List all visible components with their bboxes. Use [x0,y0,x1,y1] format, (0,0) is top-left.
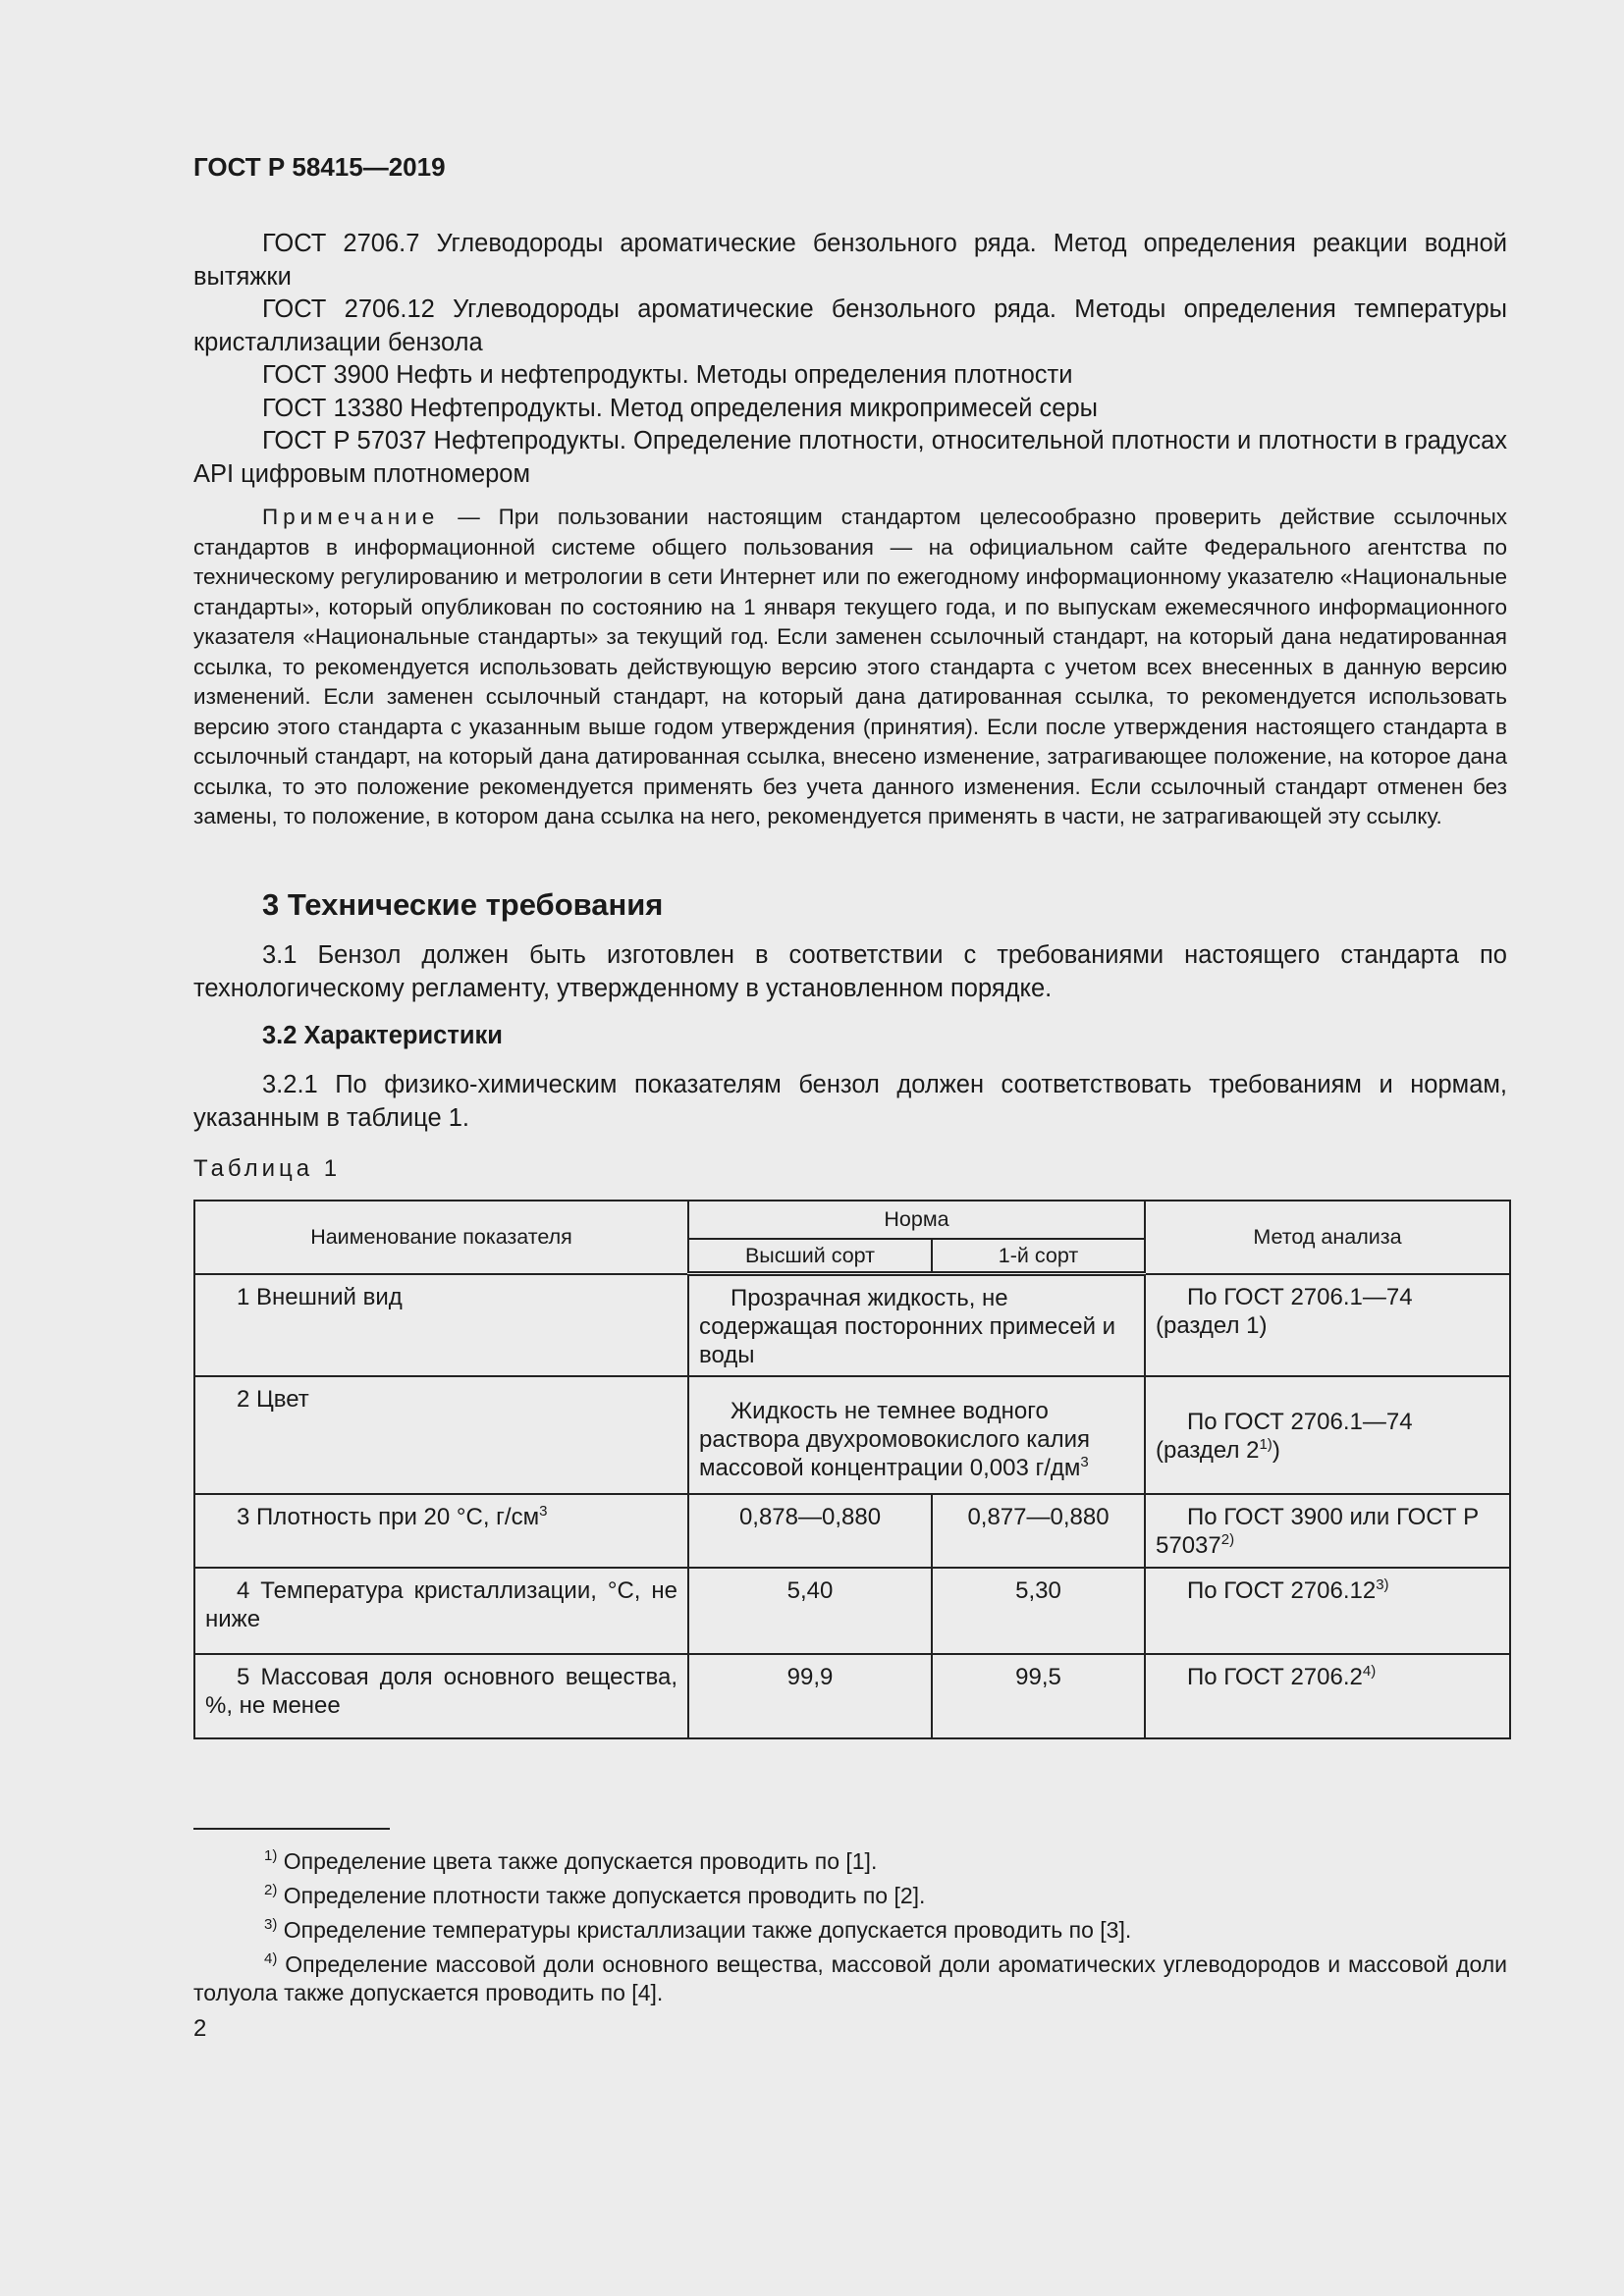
cell-name-text: 3 Плотность при 20 °С, г/см [237,1504,540,1530]
header-method: Метод анализа [1145,1201,1510,1274]
footnote-ref: 1) [1259,1436,1272,1453]
note-label: Примечание [262,505,440,529]
cell-method [1145,1494,1510,1568]
cell-method-text: По ГОСТ 2706.12 [1187,1577,1377,1604]
page-content [193,147,1507,2045]
cell-method-text: По ГОСТ 3900 или ГОСТ Р 57037 [1156,1504,1480,1559]
table-row [194,1494,1510,1568]
table-caption: Таблица 1 [193,1154,342,1182]
header-name: Наименование показателя [194,1201,688,1274]
cell-grade-first: 99,5 [932,1654,1145,1738]
cell-method-text: По ГОСТ 2706.1—74 (раздел 2 [1156,1409,1413,1464]
cell-method-text: По ГОСТ 2706.2 [1187,1664,1363,1690]
footnote-ref: 4) [1362,1663,1377,1680]
cell-name: 1 Внешний вид [194,1274,688,1377]
footnote-mark: 2) [264,1882,278,1898]
cell-norm: Прозрачная жидкость, не содержащая посторонних примесей и воды [688,1274,1145,1377]
table-row [194,1568,1510,1654]
footnote [193,1950,1507,2007]
paragraph-3-1: 3.1 Бензол должен быть изготовлен в соответствии с требованиями настоящего стандарта по технологическому регламенту, утвержденному в установленном порядке. [193,940,1507,1002]
cell-method-tail: ) [1272,1437,1280,1464]
cell-method [1145,1654,1510,1738]
subsection-title: 3.2 Характеристики [262,1021,503,1049]
cell-method [1145,1568,1510,1654]
reference-item: ГОСТ 13380 Нефтепродукты. Метод определения микропримесей серы [262,394,1098,422]
cell-name [194,1494,688,1568]
references-list [193,228,1507,491]
footnote-text: Определение плотности также допускается проводить по [2]. [283,1883,926,1908]
paragraph-3-2-1: 3.2.1 По физико-химическим показателям бензол должен соответствовать требованиям и нормам, указанным в таблице 1. [193,1070,1507,1132]
reference-item: ГОСТ 2706.12 Углеводороды ароматические бензольного ряда. Методы определения температуры кристаллизации бензола [193,295,1507,356]
table-row [194,1376,1510,1494]
table-row [194,1654,1510,1738]
table-row [194,1274,1510,1377]
footnote-text: Определение массовой доли основного вещества, массовой доли ароматических углеводородов и массовой доли толуола также допускается проводить по [4]. [193,1951,1508,2005]
footnote-mark: 3) [264,1916,278,1933]
cell-method: По ГОСТ 2706.1—74 (раздел 1) [1145,1274,1510,1377]
header-grade-first: 1-й сорт [932,1239,1145,1274]
cell-grade-top: 0,878—0,880 [688,1494,932,1568]
footnote-text: Определение цвета также допускается проводить по [1]. [283,1848,878,1874]
footnote-ref: 3) [1376,1576,1389,1593]
superscript: 3 [1080,1453,1089,1470]
cell-grade-top: 99,9 [688,1654,932,1738]
cell-method [1145,1376,1510,1494]
footnotes [193,1847,1507,2007]
reference-item: ГОСТ 2706.7 Углеводороды ароматические бензольного ряда. Метод определения реакции водной вытяжки [193,230,1507,291]
specification-table [193,1200,1511,1740]
cell-grade-first: 5,30 [932,1568,1145,1654]
footnote-ref: 2) [1220,1531,1235,1548]
reference-item: ГОСТ 3900 Нефть и нефтепродукты. Методы определения плотности [262,361,1073,389]
cell-name: 2 Цвет [194,1376,688,1494]
section-title: 3 Технические требования [262,886,664,922]
note-paragraph [193,503,1507,832]
footnote [193,1916,1507,1945]
footnote-text: Определение температуры кристаллизации также допускается проводить по [3]. [283,1917,1132,1943]
footnote [193,1882,1507,1910]
cell-grade-top: 5,40 [688,1568,932,1654]
reference-item: ГОСТ Р 57037 Нефтепродукты. Определение плотности, относительной плотности и плотности в градусах API цифровым плотномером [193,427,1507,488]
cell-grade-first: 0,877—0,880 [932,1494,1145,1568]
page-number: 2 [193,2015,207,2042]
footnote-mark: 4) [264,1950,278,1967]
header-grade-top: Высший сорт [688,1239,932,1274]
running-header: ГОСТ Р 58415—2019 [193,152,446,182]
cell-norm-text: Жидкость не темнее водного раствора двухромовокислого калия массовой концентрации 0,003 г/дм [699,1397,1091,1481]
superscript: 3 [539,1503,548,1520]
header-norm: Норма [688,1201,1145,1239]
cell-name: 5 Массовая доля основного вещества, %, не менее [194,1654,688,1738]
note-text: — При пользовании настоящим стандартом целесообразно проверить действие ссылочных стандартов в информационной системе общего пользования — на официальном сайте Федерального агентства по техническому регулированию и метрологии в сети Интернет или по ежегодному информационному указателю «Национальные стандарты», который опубликован по состоянию на 1 января текущего года, и по выпускам ежемесячного информационного указателя «Национальные стандарты» за текущий год. Если заменен ссылочный стандарт, на который дана недатированная ссылка, то рекомендуется использовать действующую версию этого стандарта с учетом всех внесенных в данную версию изменений. Если заменен ссылочный стандарт, на который дана датированная ссылка, то рекомендуется использовать версию этого стандарта с указанным выше годом утверждения (принятия). Если после утверждения настоящего стандарта в ссылочный стандарт, на который дана датированная ссылка, внесено изменение, затрагивающее положение, на которое дана ссылка, то это положение рекомендуется применять без учета данного изменения. Если ссылочный стандарт отменен без замены, то положение, в котором дана ссылка на него, рекомендуется применять в части, не затрагивающей эту ссылку. [193,505,1507,828]
footnote-mark: 1) [264,1847,278,1864]
footnote [193,1847,1507,1876]
cell-norm [688,1376,1145,1494]
footnote-divider [193,1828,390,1830]
cell-name: 4 Температура кристаллизации, °С, не ниже [194,1568,688,1654]
